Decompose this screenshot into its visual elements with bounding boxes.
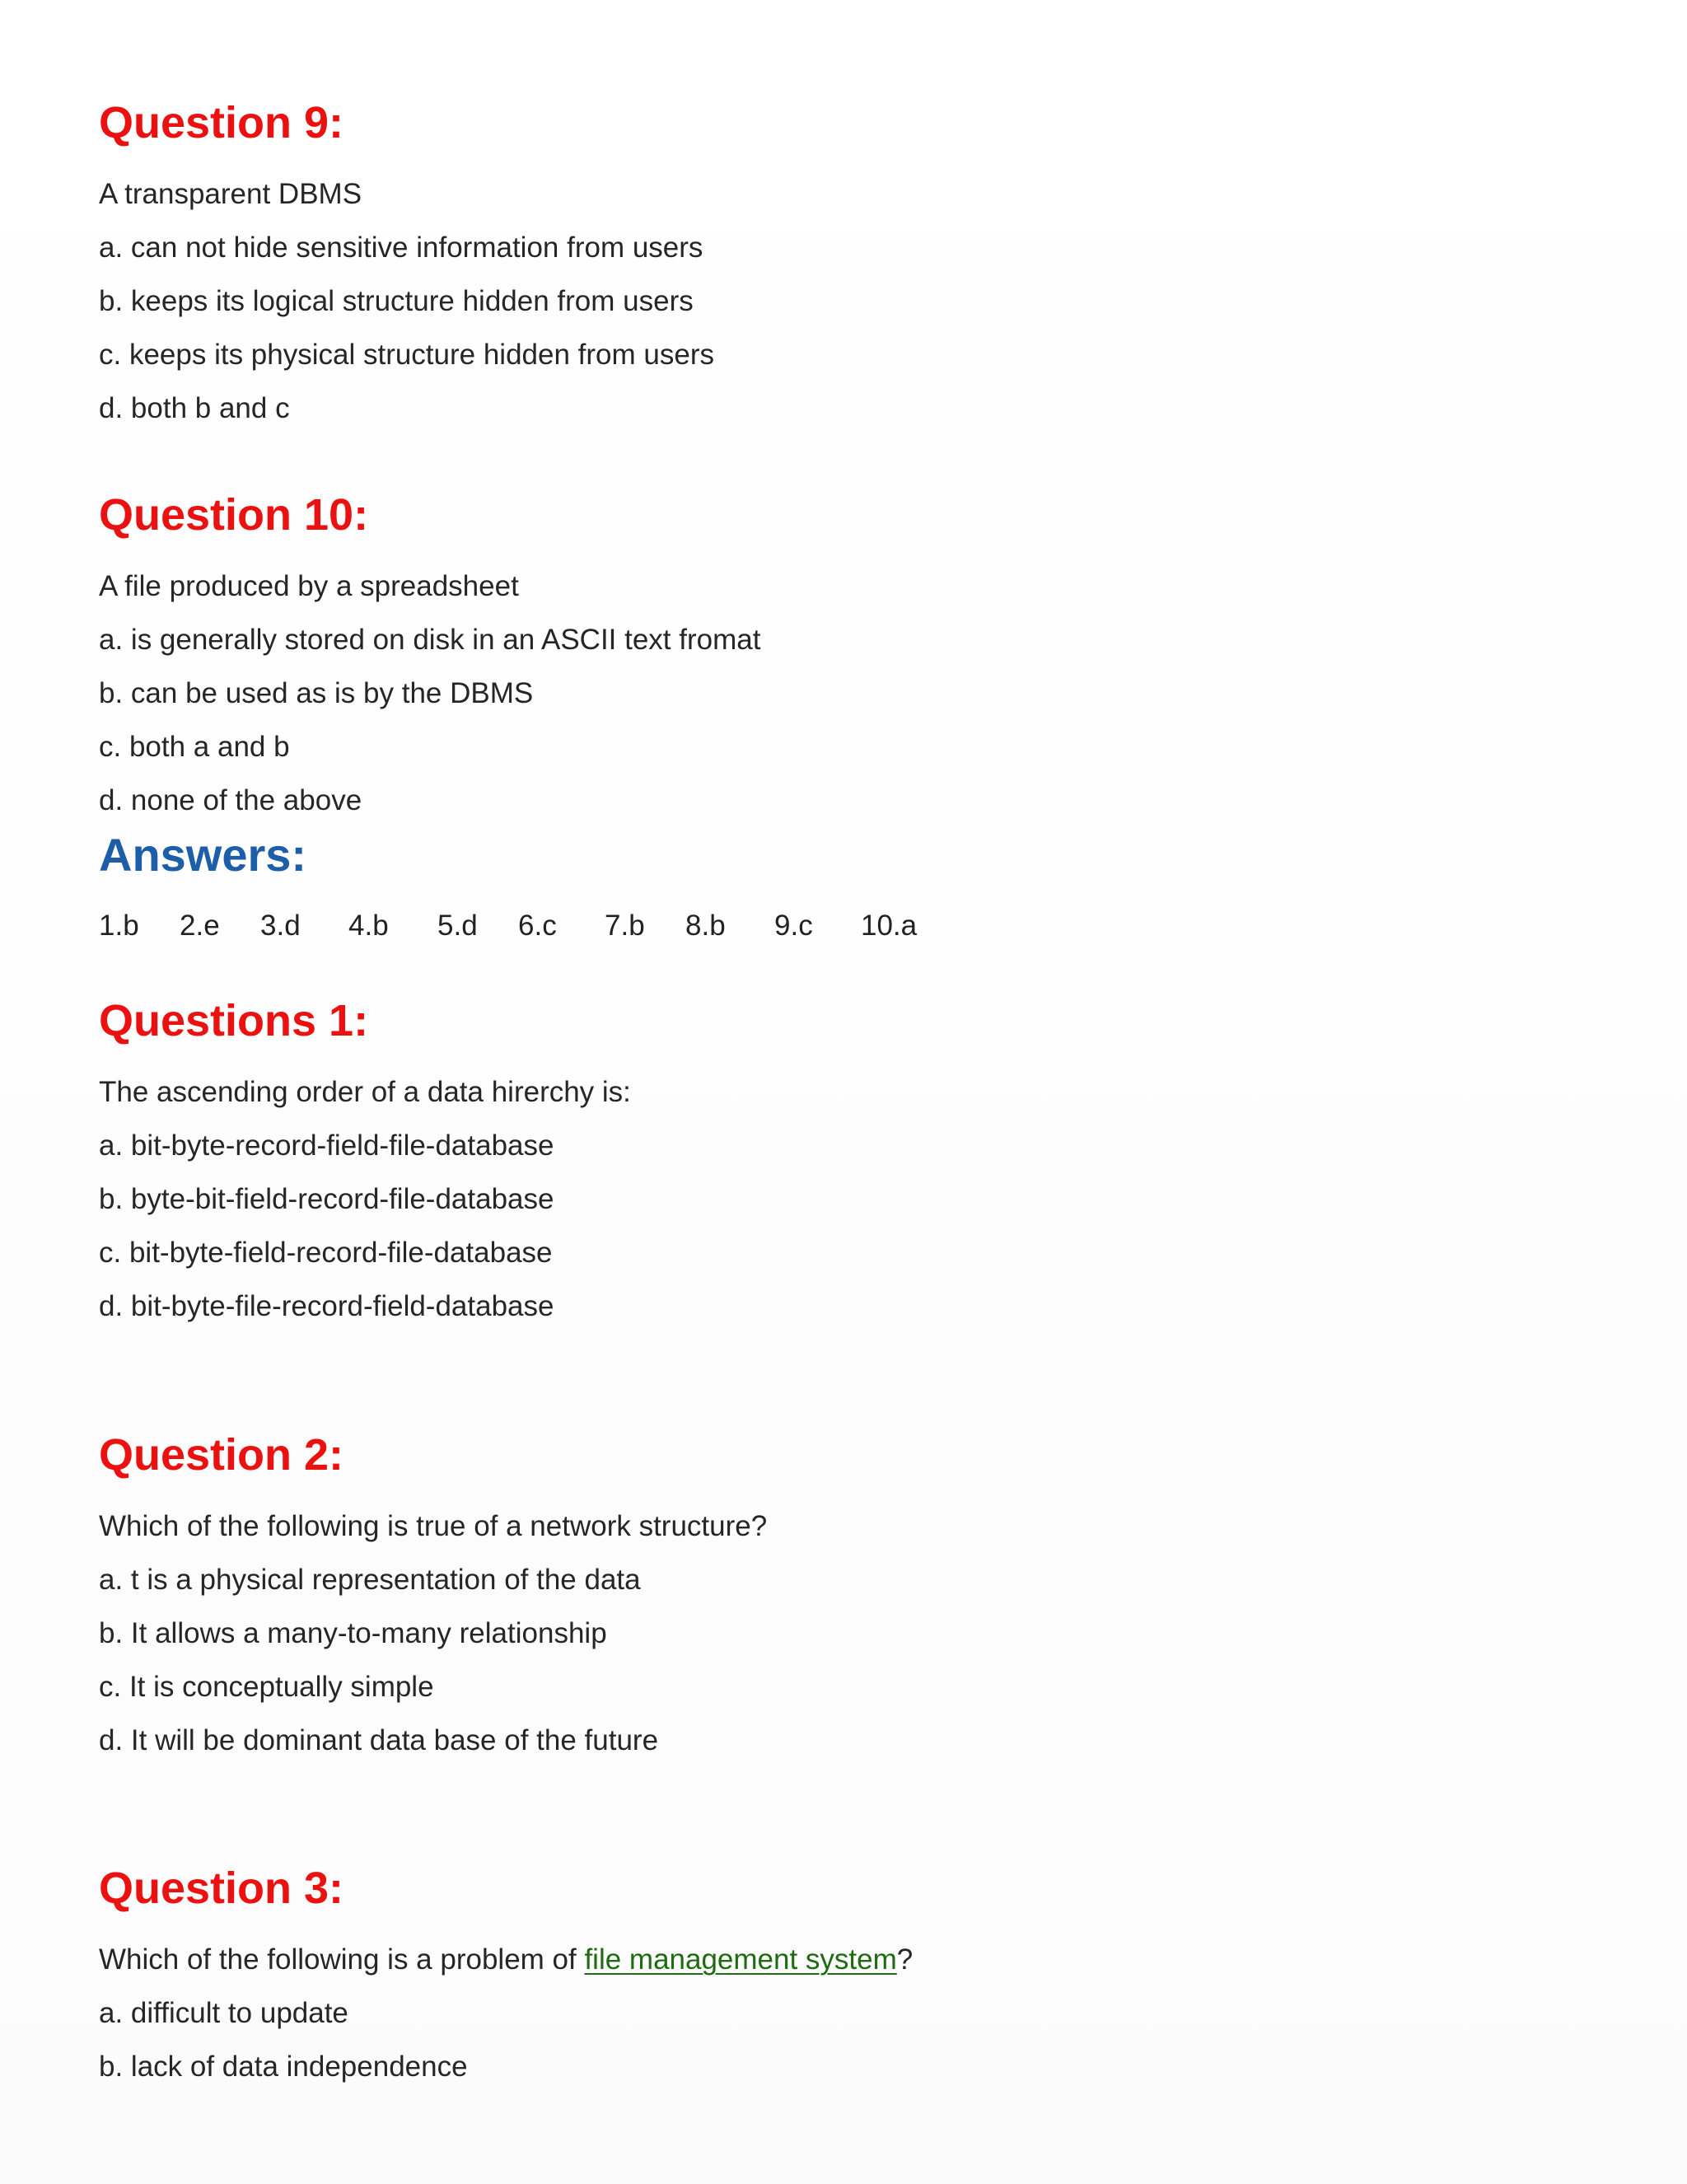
option-a: a. can not hide sensitive information from users — [99, 231, 703, 264]
option-a: a. difficult to update — [99, 1997, 348, 2029]
option-d: d. both b and c — [99, 392, 290, 424]
answers-title: Answers: — [99, 829, 307, 881]
option-b: b. keeps its logical structure hidden from users — [99, 285, 694, 317]
question-1 — [99, 995, 1499, 1333]
option-c: c. keeps its physical structure hidden from users — [99, 339, 714, 371]
file-management-system-link[interactable]: file management system — [584, 1943, 897, 1976]
question-text: A transparent DBMS — [99, 178, 362, 210]
question-title: Questions 1: — [99, 996, 369, 1045]
option-d: d. bit-byte-file-record-field-database — [99, 1290, 554, 1322]
question-title: Question 10: — [99, 490, 369, 540]
answer-item: 7.b — [605, 910, 645, 942]
answer-item: 4.b — [348, 910, 389, 942]
answers-list — [99, 901, 1499, 951]
question-text: Which of the following is true of a network structure? — [99, 1510, 768, 1542]
answer-item: 5.d — [437, 910, 478, 942]
question-3 — [99, 1863, 1499, 2093]
question-9 — [99, 97, 1499, 435]
answer-item: 1.b — [99, 910, 139, 942]
question-text-before: Which of the following is a problem of — [99, 1943, 585, 1976]
option-a: a. is generally stored on disk in an ASCII text fromat — [99, 624, 761, 656]
question-2 — [99, 1429, 1499, 1767]
answer-item: 8.b — [685, 910, 726, 942]
option-a: a. bit-byte-record-field-file-database — [99, 1129, 554, 1162]
option-b: b. byte-bit-field-record-file-database — [99, 1183, 554, 1215]
option-d: d. It will be dominant data base of the future — [99, 1724, 659, 1756]
question-title: Question 9: — [99, 98, 344, 147]
option-c: c. bit-byte-field-record-file-database — [99, 1237, 553, 1269]
option-c: c. both a and b — [99, 731, 290, 763]
answer-item: 2.e — [180, 910, 220, 942]
answer-item: 9.c — [774, 910, 813, 942]
question-text — [99, 1933, 1499, 1986]
option-c: c. It is conceptually simple — [99, 1671, 434, 1703]
answer-item: 6.c — [518, 910, 557, 942]
option-a: a. t is a physical representation of the data — [99, 1564, 641, 1596]
option-b: b. can be used as is by the DBMS — [99, 677, 534, 709]
question-text: The ascending order of a data hirerchy is: — [99, 1076, 631, 1108]
answer-item: 3.d — [260, 910, 301, 942]
answer-item: 10.a — [861, 910, 918, 942]
option-d: d. none of the above — [99, 784, 362, 816]
question-text: A file produced by a spreadsheet — [99, 570, 519, 602]
question-title: Question 2: — [99, 1430, 344, 1480]
question-10 — [99, 489, 1499, 827]
option-b: b. lack of data independence — [99, 2051, 468, 2083]
question-text-after: ? — [896, 1943, 914, 1976]
option-b: b. It allows a many-to-many relationship — [99, 1617, 607, 1649]
question-title: Question 3: — [99, 1864, 344, 1913]
answers-section — [99, 830, 1499, 951]
